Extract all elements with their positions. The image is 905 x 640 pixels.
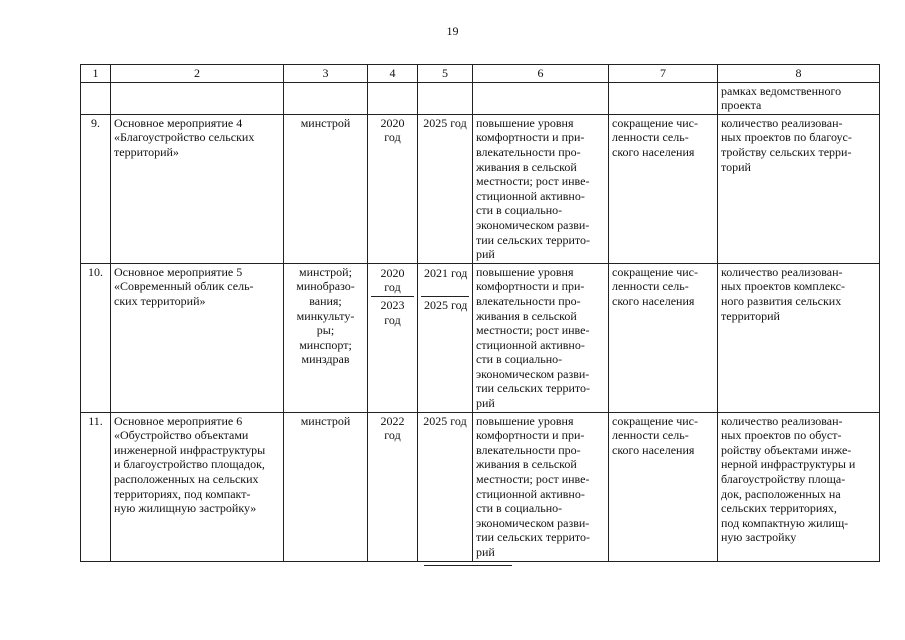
cell-line: и благоустройство площадок, — [114, 457, 265, 472]
cell-line: сти в социально- — [476, 501, 563, 516]
cell-line: ленности сель- — [612, 130, 689, 145]
cell-line: территориях, под компакт- — [114, 486, 251, 501]
cell-line: рий — [476, 545, 495, 559]
cell-line: повышение уровня — [476, 115, 574, 130]
continuation-row — [81, 82, 880, 114]
cell-line: повышение уровня — [476, 264, 574, 279]
consequence-cell — [609, 412, 718, 561]
cell-line: Основное мероприятие 5 — [114, 264, 243, 279]
activity-name-cell — [111, 412, 284, 561]
responsible-cell — [284, 114, 368, 263]
table-cell — [111, 82, 284, 114]
cell-line: «Современный облик сель- — [114, 279, 254, 294]
cell-line: ных проектов по благоус- — [721, 130, 852, 145]
expected-result-cell — [473, 412, 609, 561]
col-header-1: 1 — [81, 65, 111, 83]
cell-line: экономическом разви- — [476, 366, 590, 381]
table-cell — [473, 82, 609, 114]
cell-line: стиционной активно- — [476, 486, 585, 501]
cell-line: живания в сельской — [476, 457, 577, 472]
cell-line: ленности сель- — [612, 428, 689, 443]
cell-line: «Благоустройство сельских — [114, 130, 255, 145]
table-cell — [81, 82, 111, 114]
cell-line: 2020 — [380, 115, 405, 130]
cell-line: тии сельских террито- — [476, 232, 590, 247]
cell-line: рамках ведомственного — [721, 83, 842, 98]
row-number: 9. — [81, 114, 111, 263]
cell-line: проекта — [721, 98, 762, 113]
cell-line: живания в сельской — [476, 159, 577, 174]
end-year-part — [421, 297, 469, 314]
responsible-cell — [284, 412, 368, 561]
cell-line: тройству сельских терри- — [721, 144, 852, 159]
row-number: 10. — [81, 263, 111, 412]
expected-result-cell — [473, 114, 609, 263]
col-header-7: 7 — [609, 65, 718, 83]
cell-line: количество реализован- — [721, 115, 843, 130]
table-row-9 — [81, 114, 880, 263]
cell-line: сокращение чис- — [612, 115, 698, 130]
page-number: 19 — [446, 24, 459, 38]
cell-line: под компактную жилищ- — [721, 515, 849, 530]
cell-line: вания; — [309, 293, 342, 308]
cell-line: сти в социально- — [476, 203, 563, 218]
table-cell — [284, 82, 368, 114]
cell-line: экономическом разви- — [476, 217, 590, 232]
cell-line: комфортности и при- — [476, 279, 585, 294]
cell-line: повышение уровня — [476, 413, 574, 428]
cell-line: сокращение чис- — [612, 413, 698, 428]
cell-line: 2025 год — [423, 413, 467, 428]
cell-line: ную жилищную застройку» — [114, 501, 257, 516]
end-year-part — [421, 265, 469, 297]
activity-name-cell — [111, 114, 284, 263]
cell-line: территорий» — [114, 144, 179, 159]
continuation-indicator-cell — [718, 82, 880, 114]
cell-line: живания в сельской — [476, 308, 577, 323]
footer-divider — [424, 565, 512, 566]
cell-line: расположенных на сельских — [114, 472, 259, 487]
cell-line: ных проектов комплекс- — [721, 279, 845, 294]
cell-line: влекательности про- — [476, 144, 581, 159]
start-year-cell — [368, 412, 418, 561]
cell-line: ного развития сельских — [721, 293, 842, 308]
cell-line: местности; рост инве- — [476, 323, 590, 338]
cell-line: тии сельских террито- — [476, 530, 590, 545]
start-year-part — [371, 297, 414, 328]
activities-table — [80, 64, 880, 562]
consequence-cell — [609, 114, 718, 263]
cell-line: стиционной активно- — [476, 337, 585, 352]
end-year-cell — [418, 114, 473, 263]
cell-line: минстрой — [300, 115, 351, 130]
cell-line: минстрой — [300, 413, 351, 428]
cell-line: Основное мероприятие 6 — [114, 413, 243, 428]
cell-line: ройству объектами инже- — [721, 442, 852, 457]
indicator-cell — [718, 114, 880, 263]
cell-line: влекательности про- — [476, 293, 581, 308]
cell-line: экономическом разви- — [476, 515, 590, 530]
cell-line: Основное мероприятие 4 — [114, 115, 243, 130]
cell-line: год — [384, 312, 401, 327]
cell-line: нерной инфраструктуры и — [721, 457, 856, 472]
cell-line: 2021 год — [424, 265, 468, 280]
cell-line: количество реализован- — [721, 264, 843, 279]
cell-line: ских территорий» — [114, 293, 206, 308]
cell-line: рий — [476, 247, 495, 262]
cell-line: минстрой; — [299, 264, 352, 279]
cell-line: количество реализован- — [721, 413, 843, 428]
cell-line: тии сельских террито- — [476, 381, 590, 396]
start-year-part — [371, 265, 414, 297]
cell-line: ского населения — [612, 442, 695, 457]
table-cell — [418, 82, 473, 114]
consequence-cell — [609, 263, 718, 412]
table-row-10 — [81, 263, 880, 412]
cell-line: 2025 год — [424, 297, 468, 312]
header-row — [81, 65, 880, 83]
col-header-4: 4 — [368, 65, 418, 83]
cell-line: 2023 — [380, 297, 405, 312]
table-cell — [609, 82, 718, 114]
cell-line: минобразо- — [296, 279, 355, 294]
cell-line: ского населения — [612, 144, 695, 159]
cell-line: стиционной активно- — [476, 188, 585, 203]
table-cell — [368, 82, 418, 114]
table-row-11 — [81, 412, 880, 561]
col-header-5: 5 — [418, 65, 473, 83]
cell-line: влекательности про- — [476, 442, 581, 457]
activity-name-cell — [111, 263, 284, 412]
cell-line: ленности сель- — [612, 279, 689, 294]
col-header-3: 3 — [284, 65, 368, 83]
cell-line: минкульту- — [296, 308, 355, 323]
cell-line: минспорт; — [299, 337, 352, 352]
col-header-6: 6 — [473, 65, 609, 83]
cell-line: год — [384, 280, 401, 295]
end-year-cell — [418, 412, 473, 561]
cell-line: благоустройству площа- — [721, 472, 846, 487]
start-year-cell — [368, 114, 418, 263]
col-header-2: 2 — [111, 65, 284, 83]
cell-line: док, расположенных на — [721, 486, 841, 501]
cell-line: территорий — [721, 308, 780, 323]
cell-line: ского населения — [612, 293, 695, 308]
cell-line: год — [384, 428, 401, 443]
indicator-cell — [718, 263, 880, 412]
cell-line: комфортности и при- — [476, 428, 585, 443]
cell-line: рий — [476, 396, 495, 411]
col-header-8: 8 — [718, 65, 880, 83]
cell-line: ную застройку — [721, 530, 797, 545]
cell-line: минздрав — [301, 352, 350, 367]
cell-line: сельских территориях, — [721, 501, 837, 516]
start-year-cell — [368, 263, 418, 412]
indicator-cell — [718, 412, 880, 561]
cell-line: ры; — [316, 323, 335, 338]
row-number: 11. — [81, 412, 111, 561]
cell-line: инженерной инфраструктуры — [114, 442, 266, 457]
cell-line: год — [384, 130, 401, 145]
cell-line: «Обустройство объектами — [114, 428, 249, 443]
cell-line: местности; рост инве- — [476, 472, 590, 487]
cell-line: местности; рост инве- — [476, 174, 590, 189]
expected-result-cell — [473, 263, 609, 412]
cell-line: торий — [721, 159, 751, 174]
responsible-cell — [284, 263, 368, 412]
cell-line: 2020 — [380, 265, 405, 280]
cell-line: 2025 год — [423, 115, 467, 130]
cell-line: ных проектов по обуст- — [721, 428, 842, 443]
cell-line: сокращение чис- — [612, 264, 698, 279]
end-year-cell — [418, 263, 473, 412]
cell-line: сти в социально- — [476, 352, 563, 367]
cell-line: комфортности и при- — [476, 130, 585, 145]
cell-line: 2022 — [380, 413, 405, 428]
